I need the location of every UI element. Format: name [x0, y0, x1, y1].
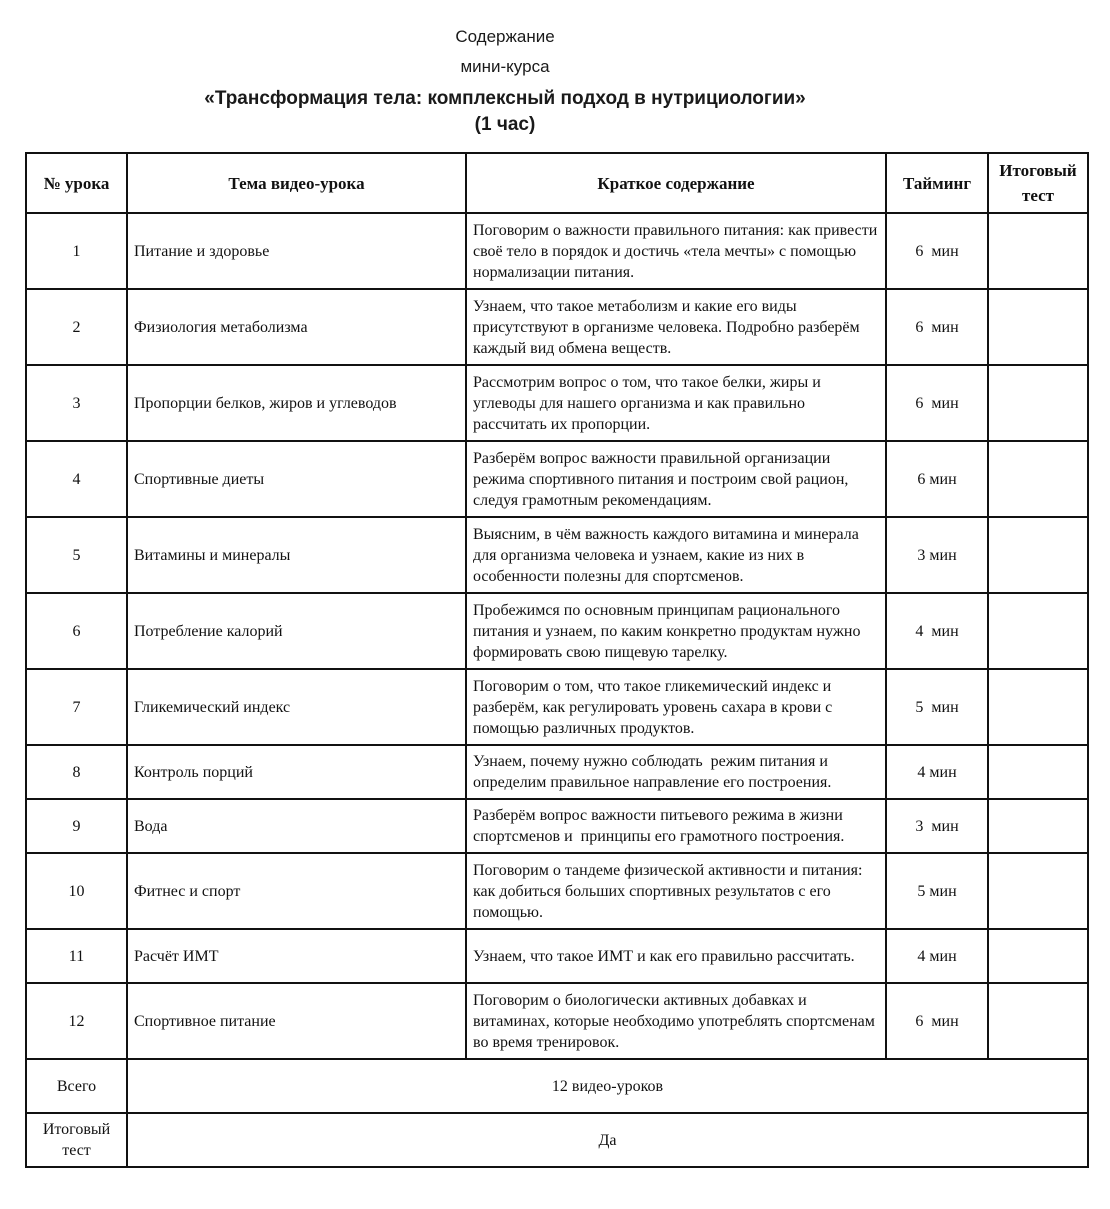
lesson-test-cell: [988, 517, 1088, 593]
table-row: [26, 983, 1088, 1059]
lesson-topic: Контроль порций: [127, 745, 466, 799]
lesson-topic: Расчёт ИМТ: [127, 929, 466, 983]
header-summary: Краткое содержание: [466, 153, 886, 213]
lesson-topic: Спортивное питание: [127, 983, 466, 1059]
lesson-timing: 5 мин: [886, 853, 988, 929]
lesson-number: 1: [26, 213, 127, 289]
final-test-row: [26, 1113, 1088, 1167]
final-test-value: Да: [127, 1113, 1088, 1167]
lesson-timing: 3 мин: [886, 799, 988, 853]
lesson-summary: Поговорим о биологически активных добавках и витаминах, которые необходимо употреблять спортсменам во время тренировок.: [466, 983, 886, 1059]
lesson-summary: Узнаем, почему нужно соблюдать режим питания и определим правильное направление его построения.: [466, 745, 886, 799]
lesson-summary: Рассмотрим вопрос о том, что такое белки, жиры и углеводы для нашего организма и как правильно рассчитать их пропорции.: [466, 365, 886, 441]
header-lesson-number: № урока: [26, 153, 127, 213]
lesson-number: 10: [26, 853, 127, 929]
table-row: [26, 289, 1088, 365]
lesson-number: 5: [26, 517, 127, 593]
course-title: «Трансформация тела: комплексный подход в нутрициологии»: [204, 88, 806, 109]
lesson-number: 2: [26, 289, 127, 365]
lesson-test-cell: [988, 669, 1088, 745]
lesson-number: 12: [26, 983, 127, 1059]
lesson-test-cell: [988, 441, 1088, 517]
lesson-summary: Поговорим о важности правильного питания: как привести своё тело в порядок и достичь «тела мечты» с помощью нормализации питания.: [466, 213, 886, 289]
lesson-summary: Разберём вопрос важности правильной организации режима спортивного питания и построим свой рацион, следуя грамотным рекомендациям.: [466, 441, 886, 517]
lesson-topic: Спортивные диеты: [127, 441, 466, 517]
header-topic: Тема видео-урока: [127, 153, 466, 213]
table-row: [26, 517, 1088, 593]
lesson-test-cell: [988, 289, 1088, 365]
lesson-test-cell: [988, 853, 1088, 929]
table-row: [26, 669, 1088, 745]
course-duration: (1 час): [474, 114, 536, 135]
lesson-number: 9: [26, 799, 127, 853]
total-value: 12 видео-уроков: [127, 1059, 1088, 1113]
lesson-number: 6: [26, 593, 127, 669]
lesson-timing: 6 мин: [886, 213, 988, 289]
lesson-test-cell: [988, 593, 1088, 669]
lesson-number: 4: [26, 441, 127, 517]
lesson-test-cell: [988, 929, 1088, 983]
heading-line-minicourse: мини-курса: [460, 57, 550, 76]
lesson-number: 7: [26, 669, 127, 745]
lesson-timing: 3 мин: [886, 517, 988, 593]
lesson-test-cell: [988, 983, 1088, 1059]
lesson-summary: Узнаем, что такое метаболизм и какие его виды присутствуют в организме человека. Подробно разберём каждый вид обмена веществ.: [466, 289, 886, 365]
lesson-summary: Разберём вопрос важности питьевого режима в жизни спортсменов и принципы его грамотного построения.: [466, 799, 886, 853]
header-final-test: Итоговый тест: [988, 153, 1088, 213]
lesson-test-cell: [988, 365, 1088, 441]
document-page: [0, 22, 1110, 1209]
lesson-topic: Витамины и минералы: [127, 517, 466, 593]
table-row: [26, 745, 1088, 799]
lesson-number: 8: [26, 745, 127, 799]
lesson-number: 3: [26, 365, 127, 441]
table-row: [26, 799, 1088, 853]
lesson-topic: Фитнес и спорт: [127, 853, 466, 929]
table-row: [26, 853, 1088, 929]
lesson-topic: Потребление калорий: [127, 593, 466, 669]
table-row: [26, 593, 1088, 669]
table-row: [26, 929, 1088, 983]
lesson-topic: Гликемический индекс: [127, 669, 466, 745]
lesson-summary: Поговорим о том, что такое гликемический индекс и разберём, как регулировать уровень сахара в крови с помощью различных продуктов.: [466, 669, 886, 745]
lesson-number: 11: [26, 929, 127, 983]
lesson-topic: Вода: [127, 799, 466, 853]
lesson-summary: Выясним, в чём важность каждого витамина и минерала для организма человека и узнаем, какие из них в особенности полезны для спортсменов.: [466, 517, 886, 593]
lesson-summary: Поговорим о тандеме физической активности и питания: как добиться больших спортивных результатов с его помощью.: [466, 853, 886, 929]
course-contents-table: [25, 152, 1089, 1168]
total-row: [26, 1059, 1088, 1113]
lesson-timing: 5 мин: [886, 669, 988, 745]
lesson-topic: Физиология метаболизма: [127, 289, 466, 365]
lesson-timing: 6 мин: [886, 365, 988, 441]
lesson-timing: 6 мин: [886, 289, 988, 365]
lesson-topic: Питание и здоровье: [127, 213, 466, 289]
lesson-timing: 4 мин: [886, 745, 988, 799]
table-row: [26, 441, 1088, 517]
lesson-test-cell: [988, 799, 1088, 853]
lesson-summary: Пробежимся по основным принципам рационального питания и узнаем, по каким конкретно продуктам нужно формировать свою пищевую тарелку.: [466, 593, 886, 669]
final-test-label: Итоговый тест: [26, 1113, 127, 1167]
lesson-summary: Узнаем, что такое ИМТ и как его правильно рассчитать.: [466, 929, 886, 983]
lesson-timing: 4 мин: [886, 929, 988, 983]
table-row: [26, 365, 1088, 441]
document-heading: [25, 22, 985, 138]
lesson-timing: 6 мин: [886, 441, 988, 517]
lesson-test-cell: [988, 745, 1088, 799]
total-label: Всего: [26, 1059, 127, 1113]
table-header-row: [26, 153, 1088, 213]
lesson-timing: 6 мин: [886, 983, 988, 1059]
lesson-topic: Пропорции белков, жиров и углеводов: [127, 365, 466, 441]
lesson-timing: 4 мин: [886, 593, 988, 669]
heading-line-contents: Содержание: [455, 27, 555, 46]
lesson-test-cell: [988, 213, 1088, 289]
header-timing: Тайминг: [886, 153, 988, 213]
table-row: [26, 213, 1088, 289]
